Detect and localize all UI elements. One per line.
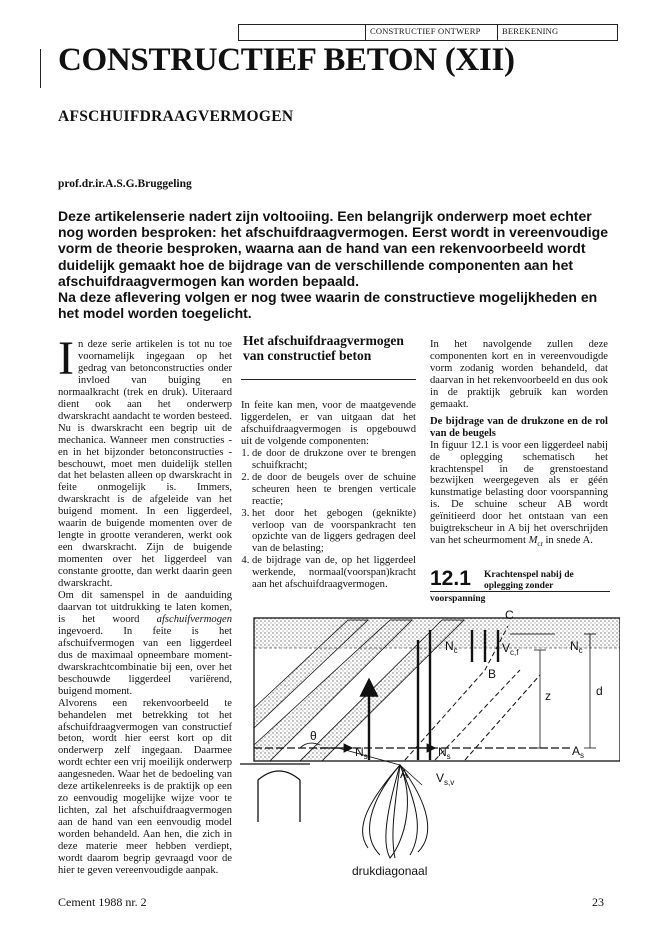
component-list (241, 448, 416, 591)
caption-line-1: Krachtenspel nabij de (484, 570, 574, 580)
header-tab-ontwerp: CONSTRUCTIEF ONTWERP (370, 26, 481, 36)
column1-paragraph-2 (58, 590, 232, 698)
label-d: d (596, 684, 603, 698)
label-Nc-right: $N_c$ (570, 639, 583, 655)
column2-heading: Het afschuifdraagvermogen van constructief beton (243, 333, 404, 363)
label-Ns-right: $N_s$ (438, 745, 451, 761)
list-item: 1. de door de drukzone over te brengen schuifkracht; (252, 448, 416, 472)
section-header (238, 24, 618, 41)
title-rule (40, 49, 41, 88)
drop-cap: I (58, 332, 74, 385)
figure-rule (430, 591, 610, 592)
label-A: A (400, 767, 409, 781)
intro-paragraph-2: Na deze aflevering volgen er nog twee waarin de constructieve mogelijkheden en het model worden toegelicht. (58, 289, 598, 322)
author: prof.dr.ir.A.S.G.Bruggeling (58, 178, 192, 190)
column3-text-2a: In figuur 12.1 is voor een liggerdeel nabij de oplegging schematisch het krachtenspel in de grenstoestand bezwijken weergegeven als er géén kunstmatige belasting door voorspanning is. De schuine scheur AB wordt geïnitieerd door het ontstaan van een buigtrekscheur in A bij het overschrijden van het scheurmoment (430, 439, 608, 547)
label-Vcf: $V_{c,f}$ (502, 641, 519, 657)
column3-paragraph-1: In het navolgende zullen deze componenten kort en in vereenvoudigde vorm zodanig worden behandeld, dat daarvan in het rekenvoorbeeld en dus ook in de praktijk gebruik kan worden gemaakt. (430, 339, 608, 410)
force-diagram (240, 600, 620, 890)
column-2 (241, 400, 416, 591)
column1-paragraph-1 (58, 332, 232, 590)
figure-number: 12.1 (430, 567, 471, 590)
label-z: z (545, 689, 551, 703)
column1-paragraph-3: Alvorens een rekenvoorbeeld te behandelen met betrekking tot het afschuifdraagvermogen van constructief beton, wordt hier eerst kort op dit onderwerp zelf ingegaan. Daarmee wordt echter een vrij moeilijk onderwerp aangesneden. Waar het de bedoeling van deze artikelenreeks is de praktijk op een zo eenvoudig mogelijke wijze voor te lichten, zal het afschuifdraagvermogen aan de hand van een eenvoudig model worden behandeld. Aan hen, die zich in deze materie meer hebben verdiept, wordt daarom begrip gevraagd voor de hier te geven vereenvoudigde aanpak. (58, 697, 232, 876)
column3-paragraph-2 (430, 440, 608, 552)
symbol-m: M (528, 535, 538, 547)
label-As: $A_s$ (572, 744, 585, 760)
intro-lead (58, 208, 618, 321)
column1-text-2a: Om dit samenspel in de aanduiding daarvan tot uitdrukking te laten komen, is het woord (58, 590, 232, 625)
list-item: 3. het door het gebogen (geknikte) verloop van de voorspankracht ten opzichte van de liggers gedragen deel van de belasting; (252, 508, 416, 556)
footer-journal: Cement 1988 nr. 2 (58, 895, 147, 909)
label-theta: θ (310, 729, 317, 743)
list-item: 4. de bijdrage van de, op het liggerdeel werkende, normaal(voorspan)kracht aan het afschuifdraagvermogen. (252, 555, 416, 591)
caption-line-3: voorspanning (430, 594, 486, 604)
header-tab-berekening: BEREKENING (502, 26, 559, 36)
caption-line-2: oplegging zonder (484, 581, 554, 591)
article-subtitle: AFSCHUIFDRAAGVERMOGEN (58, 108, 294, 125)
compression-fan (363, 765, 428, 858)
term-afschuifvermogen: afschuifvermogen (156, 613, 232, 625)
label-Ns-left: $N_s$ (355, 745, 368, 761)
article-title: CONSTRUCTIEF BETON (XII) (58, 42, 515, 78)
page-number: 23 (592, 895, 604, 909)
label-drukdiagonaal: drukdiagonaal (352, 864, 428, 878)
symbol-m-sub: cr (537, 540, 543, 549)
label-B: B (488, 667, 497, 681)
dimension-lines (510, 634, 596, 748)
label-Vsv: $V_{s,v}$ (436, 771, 455, 787)
column-1 (58, 332, 232, 877)
label-C: C (505, 608, 514, 622)
column1-text-1: n deze serie artikelen is tot nu toe voornamelijk ingegaan op het gedrag van betonconstructies onder invloed van buiging en normaalkracht (trek en druk). Uiteraard dient ook aan het onderwerp dwarskracht aandacht te worden besteed. Nu is dwarskracht een begrip uit de mechanica. Wanneer men constructies - en in het bijzonder betonconstructies - beschouwt, moet men duidelijk stellen dat het belasten alleen op dwarskracht in feite onmogelijk is. Immers, dwarskracht is de afgeleide van het buigend moment. In een liggerdeel, waarin de buigende momenten over de lengte in grootte veranderen, werkt ook een dwarskracht. Zijn de buigende momenten over het liggerdeel van constante grootte, dan werkt daarin geen dwarskracht. (58, 339, 232, 590)
figure-caption-text (484, 570, 610, 592)
label-Nc-left: $N_c$ (445, 639, 458, 655)
list-item: 2. de door de beugels over de schuine scheuren heen te brengen verticale reactie; (252, 472, 416, 508)
intro-paragraph-1: Deze artikelenserie nadert zijn voltooiing. Een belangrijk onderwerp moet echter nog worden besproken: het afschuifdraagvermogen. Eerst wordt in vereenvoudige vorm de theorie besproken, waarna aan de hand van een rekenvoorbeeld wordt duidelijk gemaakt hoe de bijdrage van de verschillende componenten aan het afschuifdraagvermogen kan worden bepaald. (58, 208, 608, 289)
column3-text-2b: in snede A. (542, 535, 593, 547)
column2-paragraph-1: In feite kan men, voor de maatgevende liggerdelen, er van uitgaan dat het afschuifdraagvermogen is opgebouwd uit de volgende componenten: (241, 400, 416, 447)
column2-rule (241, 379, 416, 380)
support-column (240, 764, 310, 822)
column3-subheading: De bijdrage van de drukzone en de rol van de beugels (430, 415, 608, 439)
column1-text-2b: ingevoerd. In feite is het afschuifvermogen van een liggerdeel dus de maximaal opneembare moment-dwarskrachtcombinatie bij een, over het beschouwde liggerdeel variërend, buigend moment. (58, 625, 232, 697)
column-3 (430, 339, 608, 551)
